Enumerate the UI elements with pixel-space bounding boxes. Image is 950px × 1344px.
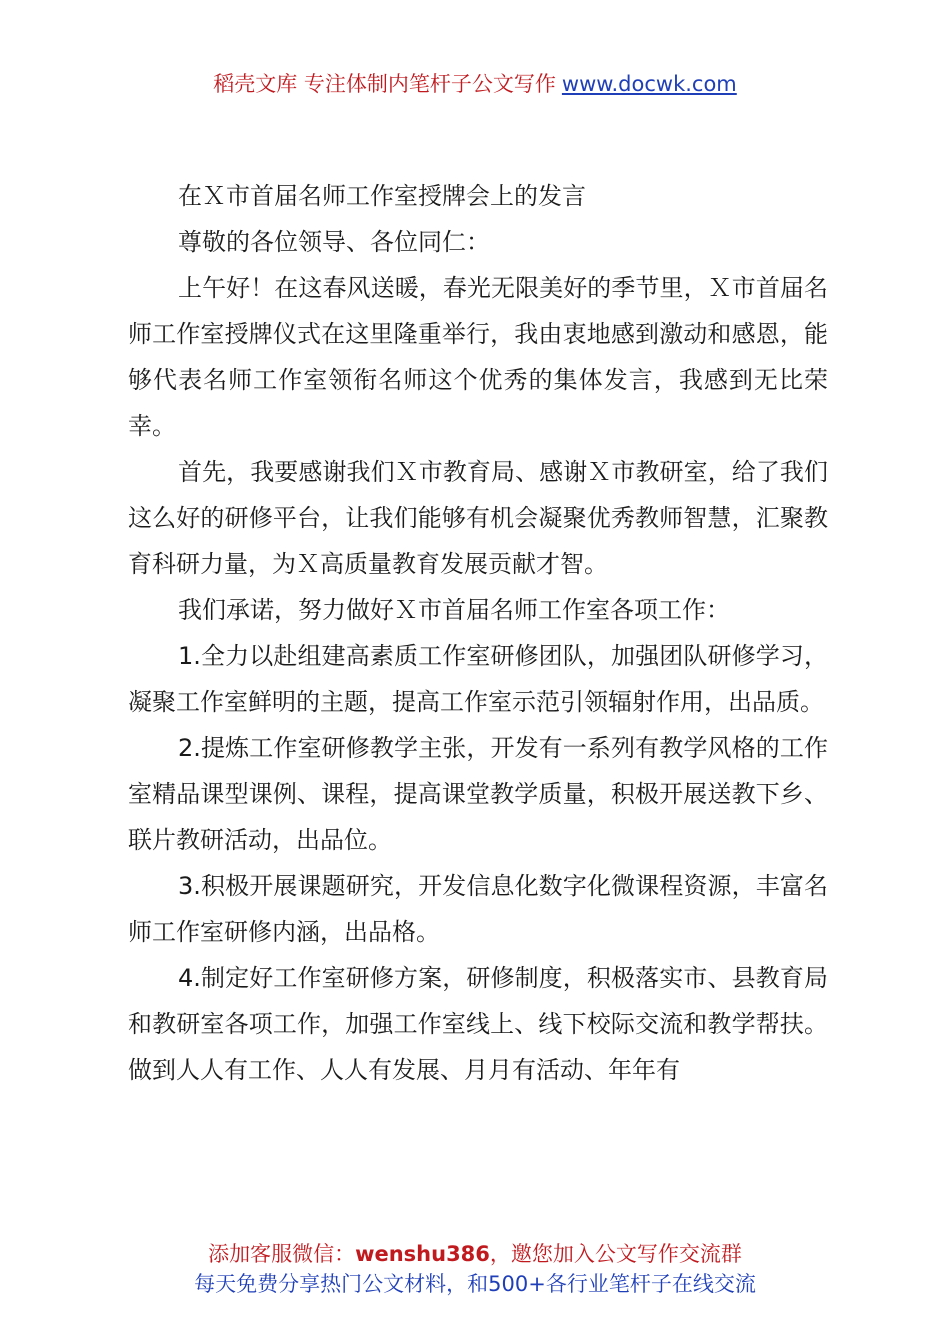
- document-body: [128, 173, 828, 1093]
- page-footer: [0, 1239, 950, 1299]
- paragraph-item-3: 3.积极开展课题研究，开发信息化数字化微课程资源，丰富名师工作室研修内涵，出品格。: [128, 872, 828, 946]
- footer-contact-suffix: ，邀您加入公文写作交流群: [489, 1242, 742, 1266]
- document-salutation: 尊敬的各位领导、各位同仁：: [178, 228, 490, 256]
- paragraph-greeting: 上午好！在这春风送暖，春光无限美好的季节里，Ｘ市首届名师工作室授牌仪式在这里隆重举行，我由衷地感到激动和感恩，能够代表名师工作室领衔名师这个优秀的集体发言，我感到无比荣幸。: [128, 274, 828, 440]
- paragraph-item-2: 2.提炼工作室研修教学主张，开发有一系列有教学风格的工作室精品课型课例、课程，提高课堂教学质量，积极开展送教下乡、联片教研活动，出品位。: [128, 734, 828, 854]
- footer-contact-line: [0, 1239, 950, 1269]
- header-website-link[interactable]: www.docwk.com: [561, 72, 737, 96]
- footer-promo-line: 每天免费分享热门公文材料，和500+各行业笔杆子在线交流: [194, 1272, 756, 1296]
- paragraph-item-1: 1.全力以赴组建高素质工作室研修团队，加强团队研修学习，凝聚工作室鲜明的主题，提高工作室示范引领辐射作用，出品质。: [128, 642, 828, 716]
- header-slogan: 稻壳文库 专注体制内笔杆子公文写作: [213, 72, 556, 96]
- document-title: 在Ｘ市首届名师工作室授牌会上的发言: [178, 182, 586, 210]
- paragraph-thanks: 首先，我要感谢我们Ｘ市教育局、感谢Ｘ市教研室，给了我们这么好的研修平台，让我们能够有机会凝聚优秀教师智慧，汇聚教育科研力量，为Ｘ高质量教育发展贡献才智。: [128, 458, 828, 578]
- paragraph-promise: 我们承诺，努力做好Ｘ市首届名师工作室各项工作：: [178, 596, 730, 624]
- footer-wechat-id: wenshu386: [355, 1242, 490, 1266]
- paragraph-item-4: 4.制定好工作室研修方案，研修制度，积极落实市、县教育局和教研室各项工作，加强工作室线上、线下校际交流和教学帮扶。做到人人有工作、人人有发展、月月有活动、年年有: [128, 964, 828, 1084]
- footer-contact-prefix: 添加客服微信：: [208, 1242, 356, 1266]
- page-header: [0, 68, 950, 100]
